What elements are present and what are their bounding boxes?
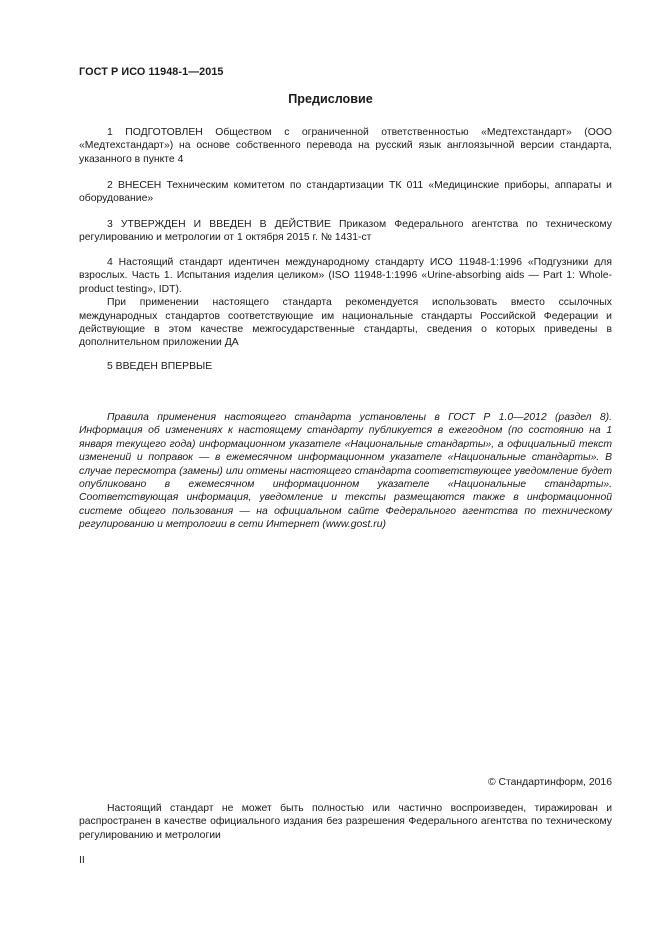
preface-item-1-text: 1 ПОДГОТОВЛЕН Обществом с ограниченной ответственностью «Медтехстандарт» (ООО «Медтехстандарт») на основе собственного перевода на русский язык англоязычной версии стандарта, указанного в пункте 4	[79, 127, 612, 165]
preface-item-4-note: При применении настоящего стандарта рекомендуется использовать вместо ссылочных международных стандартов соответствующие им национальные стандарты Российской Федерации и действующие в этом качестве межгосударственные стандарты, сведения о которых приведены в дополнительном приложении ДА	[79, 297, 612, 349]
copyright-line: © Стандартинформ, 2016	[487, 777, 612, 788]
reproduction-notice	[79, 802, 612, 842]
document-code: ГОСТ Р ИСО 11948-1—2015	[79, 66, 224, 78]
page-title: Предисловие	[288, 92, 373, 106]
preface-item-5	[79, 360, 612, 373]
preface-item-4	[79, 256, 612, 350]
preface-item-3	[79, 218, 612, 245]
preface-item-2	[79, 179, 612, 206]
page-number: II	[79, 855, 85, 866]
preface-item-3-text: 3 УТВЕРЖДЕН И ВВЕДЕН В ДЕЙСТВИЕ Приказом Федерального агентства по техническому регулированию и метрологии от 1 октября 2015 г. № 1431-ст	[79, 219, 612, 244]
preface-item-2-text: 2 ВНЕСЕН Техническим комитетом по стандартизации ТК 011 «Медицинские приборы, аппараты и оборудование»	[79, 180, 612, 205]
usage-rules-notice: Правила применения настоящего стандарта установлены в ГОСТ Р 1.0—2012 (раздел 8). Информация об изменениях к настоящему стандарту публикуется в ежегодном (по состоянию на 1 января текущего года) информационном указателе «Национальные стандарты», а официальный текст изменений и поправок — в ежемесячном информационном указателе «Национальные стандарты». В случае пересмотра (замены) или отмены настоящего стандарта соответствующее уведомление будет опубликовано в ежемесячном информационном указателе «Национальные стандарты». Соответствующая информация, уведомление и тексты размещаются также в информационной системе общего пользования — на официальном сайте Федерального агентства по техническому регулированию и метрологии в сети Интернет (www.gost.ru)	[79, 412, 612, 531]
reproduction-notice-text: Настоящий стандарт не может быть полностью или частично воспроизведен, тиражирован и распространен в качестве официального издания без разрешения Федерального агентства по техническому регулированию и метрологии	[79, 803, 612, 841]
preface-item-4-text: 4 Настоящий стандарт идентичен международному стандарту ИСО 11948-1:1996 «Подгузники для взрослых. Часть 1. Испытания изделия целиком» (ISO 11948-1:1996 «Urine-absorbing aids — Part 1: Whole-product testing», IDT).	[79, 257, 612, 295]
preface-item-5-text: 5 ВВЕДЕН ВПЕРВЫЕ	[107, 361, 213, 372]
preface-item-1	[79, 126, 612, 166]
